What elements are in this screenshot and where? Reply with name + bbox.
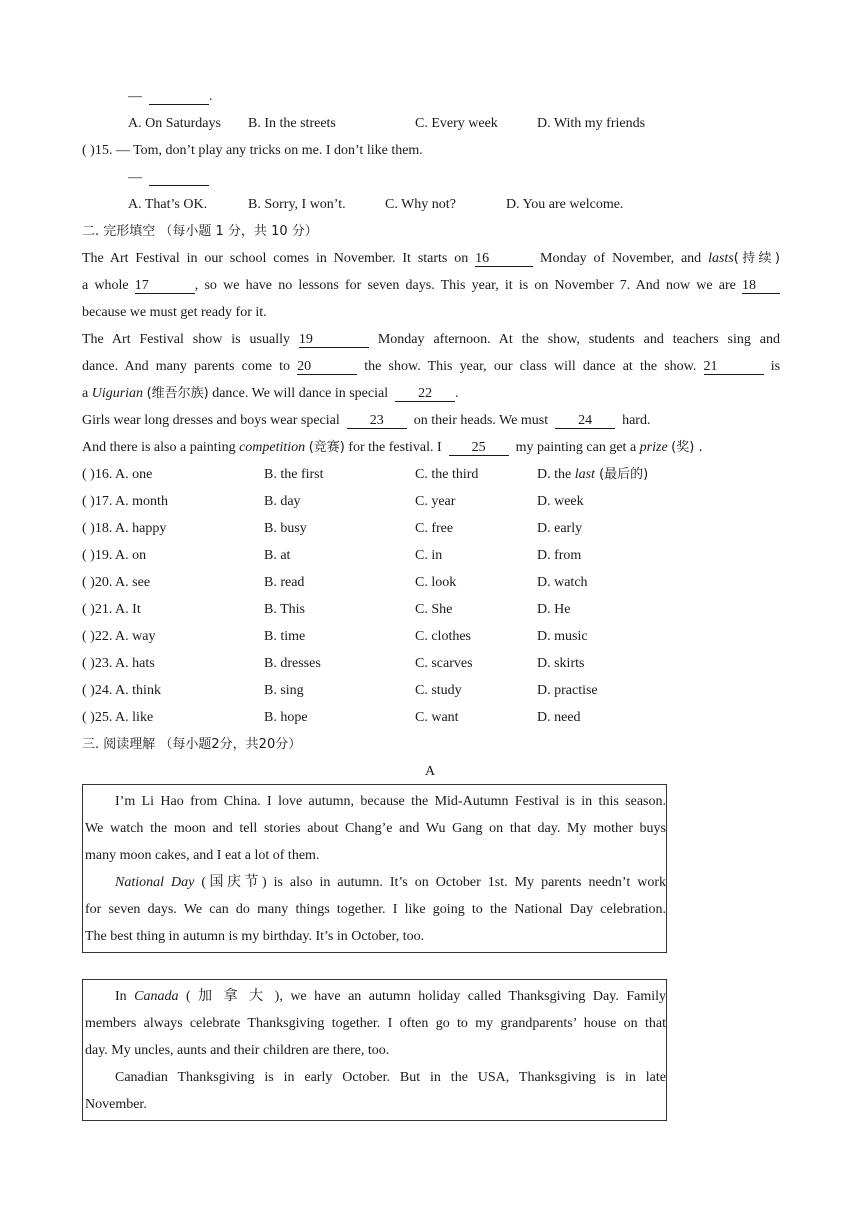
option-a[interactable]: 22. A. way <box>94 629 156 644</box>
option-d[interactable]: D. skirts <box>537 656 585 671</box>
option-d[interactable]: D. week <box>537 494 584 509</box>
question-row <box>82 655 585 673</box>
cloze-line-8: And there is also a painting competition (竞赛) for the festival. I 25 my painting can get a prize (奖) . <box>82 440 703 455</box>
option-b[interactable]: B. day <box>264 494 301 509</box>
cloze-line-1: The Art Festival in our school comes in November. It starts on 16 Monday of November, and lasts(持续) <box>82 251 781 266</box>
option-c[interactable]: C. Why not? <box>385 197 456 212</box>
passage-line: National Day (国庆节) is also in autumn. It’s on October 1st. My parents needn’t work <box>115 875 666 890</box>
question-row <box>82 709 581 727</box>
q15-question <box>82 142 423 160</box>
option-d[interactable]: D. He <box>537 602 571 617</box>
option-b[interactable]: B. hope <box>264 710 308 725</box>
option-d[interactable]: D. music <box>537 629 588 644</box>
option-d[interactable]: D. early <box>537 521 583 536</box>
option-b[interactable]: B. sing <box>264 683 304 698</box>
option-c[interactable]: C. study <box>415 683 462 698</box>
option-c[interactable]: C. scarves <box>415 656 473 671</box>
option-c[interactable]: C. Every week <box>415 116 498 131</box>
option-a[interactable]: 23. A. hats <box>94 656 155 671</box>
option-c[interactable]: C. year <box>415 494 456 509</box>
option-b[interactable]: B. Sorry, I won’t. <box>248 197 346 212</box>
question-row <box>82 493 584 511</box>
cloze-line-3: because we must get ready for it. <box>82 305 267 320</box>
option-c[interactable]: C. free <box>415 521 454 536</box>
cloze-line-7: Girls wear long dresses and boys wear special 23 on their heads. We must 24 hard. <box>82 413 651 428</box>
passage-line: I’m Li Hao from China. I love autumn, because the Mid-Autumn Festival is in this season. <box>115 794 666 809</box>
option-c[interactable]: C. the third <box>415 467 479 482</box>
option-b[interactable]: B. dresses <box>264 656 321 671</box>
option-d[interactable]: D. With my friends <box>537 116 646 131</box>
answer-paren[interactable]: ( ) <box>82 521 95 536</box>
section-3-heading: 三. 阅读理解 （每小题2分，共20分） <box>82 737 302 752</box>
blank-17[interactable]: 17 <box>135 279 195 294</box>
question-row <box>82 466 649 484</box>
option-a[interactable]: 18. A. happy <box>94 521 167 536</box>
passage-line: The best thing in autumn is my birthday. It’s in October, too. <box>85 929 425 944</box>
passage-line: Canadian Thanksgiving is in early October. But in the USA, Thanksgiving is in late <box>115 1070 666 1085</box>
blank-25[interactable]: 25 <box>449 441 509 456</box>
answer-paren[interactable]: ( ) <box>82 494 95 509</box>
cloze-line-4: The Art Festival show is usually 19 Monday afternoon. At the show, students and teachers sing and <box>82 332 781 347</box>
passage-line: In Canada ( 加 拿 大 ), we have an autumn holiday called Thanksgiving Day. Family <box>115 989 666 1004</box>
answer-paren[interactable]: ( ) <box>82 548 95 563</box>
answer-paren[interactable]: ( ) <box>82 143 95 158</box>
answer-paren[interactable]: ( ) <box>82 602 95 617</box>
option-d[interactable]: D. need <box>537 710 581 725</box>
section-2-heading: 二. 完形填空 （每小题 1 分，共 10 分） <box>82 224 318 239</box>
answer-blank[interactable] <box>149 90 209 105</box>
option-c[interactable]: C. clothes <box>415 629 471 644</box>
passage-line: day. My uncles, aunts and their children are there, too. <box>85 1043 390 1058</box>
question-row <box>82 547 582 565</box>
option-c[interactable]: C. want <box>415 710 459 725</box>
passage-label: A <box>425 764 436 779</box>
blank-18[interactable]: 18 <box>742 279 780 294</box>
passage-box-li-hao <box>82 784 667 953</box>
q15-stem: 15. — Tom, don’t play any tricks on me. I don’t like them. <box>94 143 423 158</box>
answer-paren[interactable]: ( ) <box>82 656 95 671</box>
option-c[interactable]: C. look <box>415 575 457 590</box>
option-a[interactable]: 24. A. think <box>94 683 161 698</box>
passage-line: for seven days. We can do many things together. I like going to the National Day celebration. <box>85 902 666 917</box>
passage-line: We watch the moon and tell stories about Chang’e and Wu Gang on that day. My mother buys <box>85 821 666 836</box>
option-a[interactable]: A. That’s OK. <box>128 197 208 212</box>
option-a[interactable]: 25. A. like <box>94 710 154 725</box>
option-b[interactable]: B. This <box>264 602 305 617</box>
passage-line: members always celebrate Thanksgiving together. I often go to my grandparents’ house on that <box>85 1016 666 1031</box>
option-a[interactable]: 21. A. It <box>94 602 141 617</box>
option-b[interactable]: B. the first <box>264 467 324 482</box>
option-b[interactable]: B. busy <box>264 521 307 536</box>
answer-paren[interactable]: ( ) <box>82 710 95 725</box>
answer-blank[interactable] <box>149 171 209 186</box>
option-b[interactable]: B. read <box>264 575 305 590</box>
option-d[interactable]: D. practise <box>537 683 598 698</box>
option-a[interactable]: 17. A. month <box>94 494 168 509</box>
option-d[interactable]: D. from <box>537 548 582 563</box>
question-row <box>82 520 583 538</box>
answer-paren[interactable]: ( ) <box>82 575 95 590</box>
question-row <box>82 574 588 592</box>
option-a[interactable]: 16. A. one <box>94 467 153 482</box>
blank-16[interactable]: 16 <box>475 252 533 267</box>
answer-paren[interactable]: ( ) <box>82 629 95 644</box>
cloze-line-5: dance. And many parents come to 20 the show. This year, our class will dance at the show. 21 is <box>82 359 781 374</box>
blank-22[interactable]: 22 <box>395 387 455 402</box>
blank-23[interactable]: 23 <box>347 414 407 429</box>
cloze-line-2: a whole 17 , so we have no lessons for seven days. This year, it is on November 7. And now we are 18 <box>82 277 780 295</box>
blank-21[interactable]: 21 <box>704 360 764 375</box>
option-d[interactable]: D. watch <box>537 575 588 590</box>
option-a[interactable]: A. On Saturdays <box>128 116 221 131</box>
passage-box-canada <box>82 979 667 1121</box>
q14-answer-line: — . <box>128 89 213 104</box>
q15-answer-line: — <box>128 169 209 187</box>
option-d[interactable]: D. You are welcome. <box>506 197 624 212</box>
question-row <box>82 628 588 646</box>
question-row <box>82 682 598 700</box>
option-b[interactable]: B. time <box>264 629 306 644</box>
option-b[interactable]: B. at <box>264 548 291 563</box>
blank-19[interactable]: 19 <box>299 333 369 348</box>
option-a[interactable]: 20. A. see <box>94 575 151 590</box>
passage-line: many moon cakes, and I eat a lot of them. <box>85 848 320 863</box>
option-c[interactable]: C. She <box>415 602 453 617</box>
answer-paren[interactable]: ( ) <box>82 467 95 482</box>
question-row <box>82 601 571 619</box>
answer-paren[interactable]: ( ) <box>82 683 95 698</box>
blank-24[interactable]: 24 <box>555 414 615 429</box>
option-a[interactable]: 19. A. on <box>94 548 147 563</box>
option-b[interactable]: B. In the streets <box>248 116 336 131</box>
passage-line: November. <box>85 1097 147 1112</box>
option-c[interactable]: C. in <box>415 548 443 563</box>
blank-20[interactable]: 20 <box>297 360 357 375</box>
option-d[interactable]: D. the last (最后的) <box>537 467 649 482</box>
cloze-line-6: a Uigurian (维吾尔族) dance. We will dance in special 22 . <box>82 386 459 401</box>
